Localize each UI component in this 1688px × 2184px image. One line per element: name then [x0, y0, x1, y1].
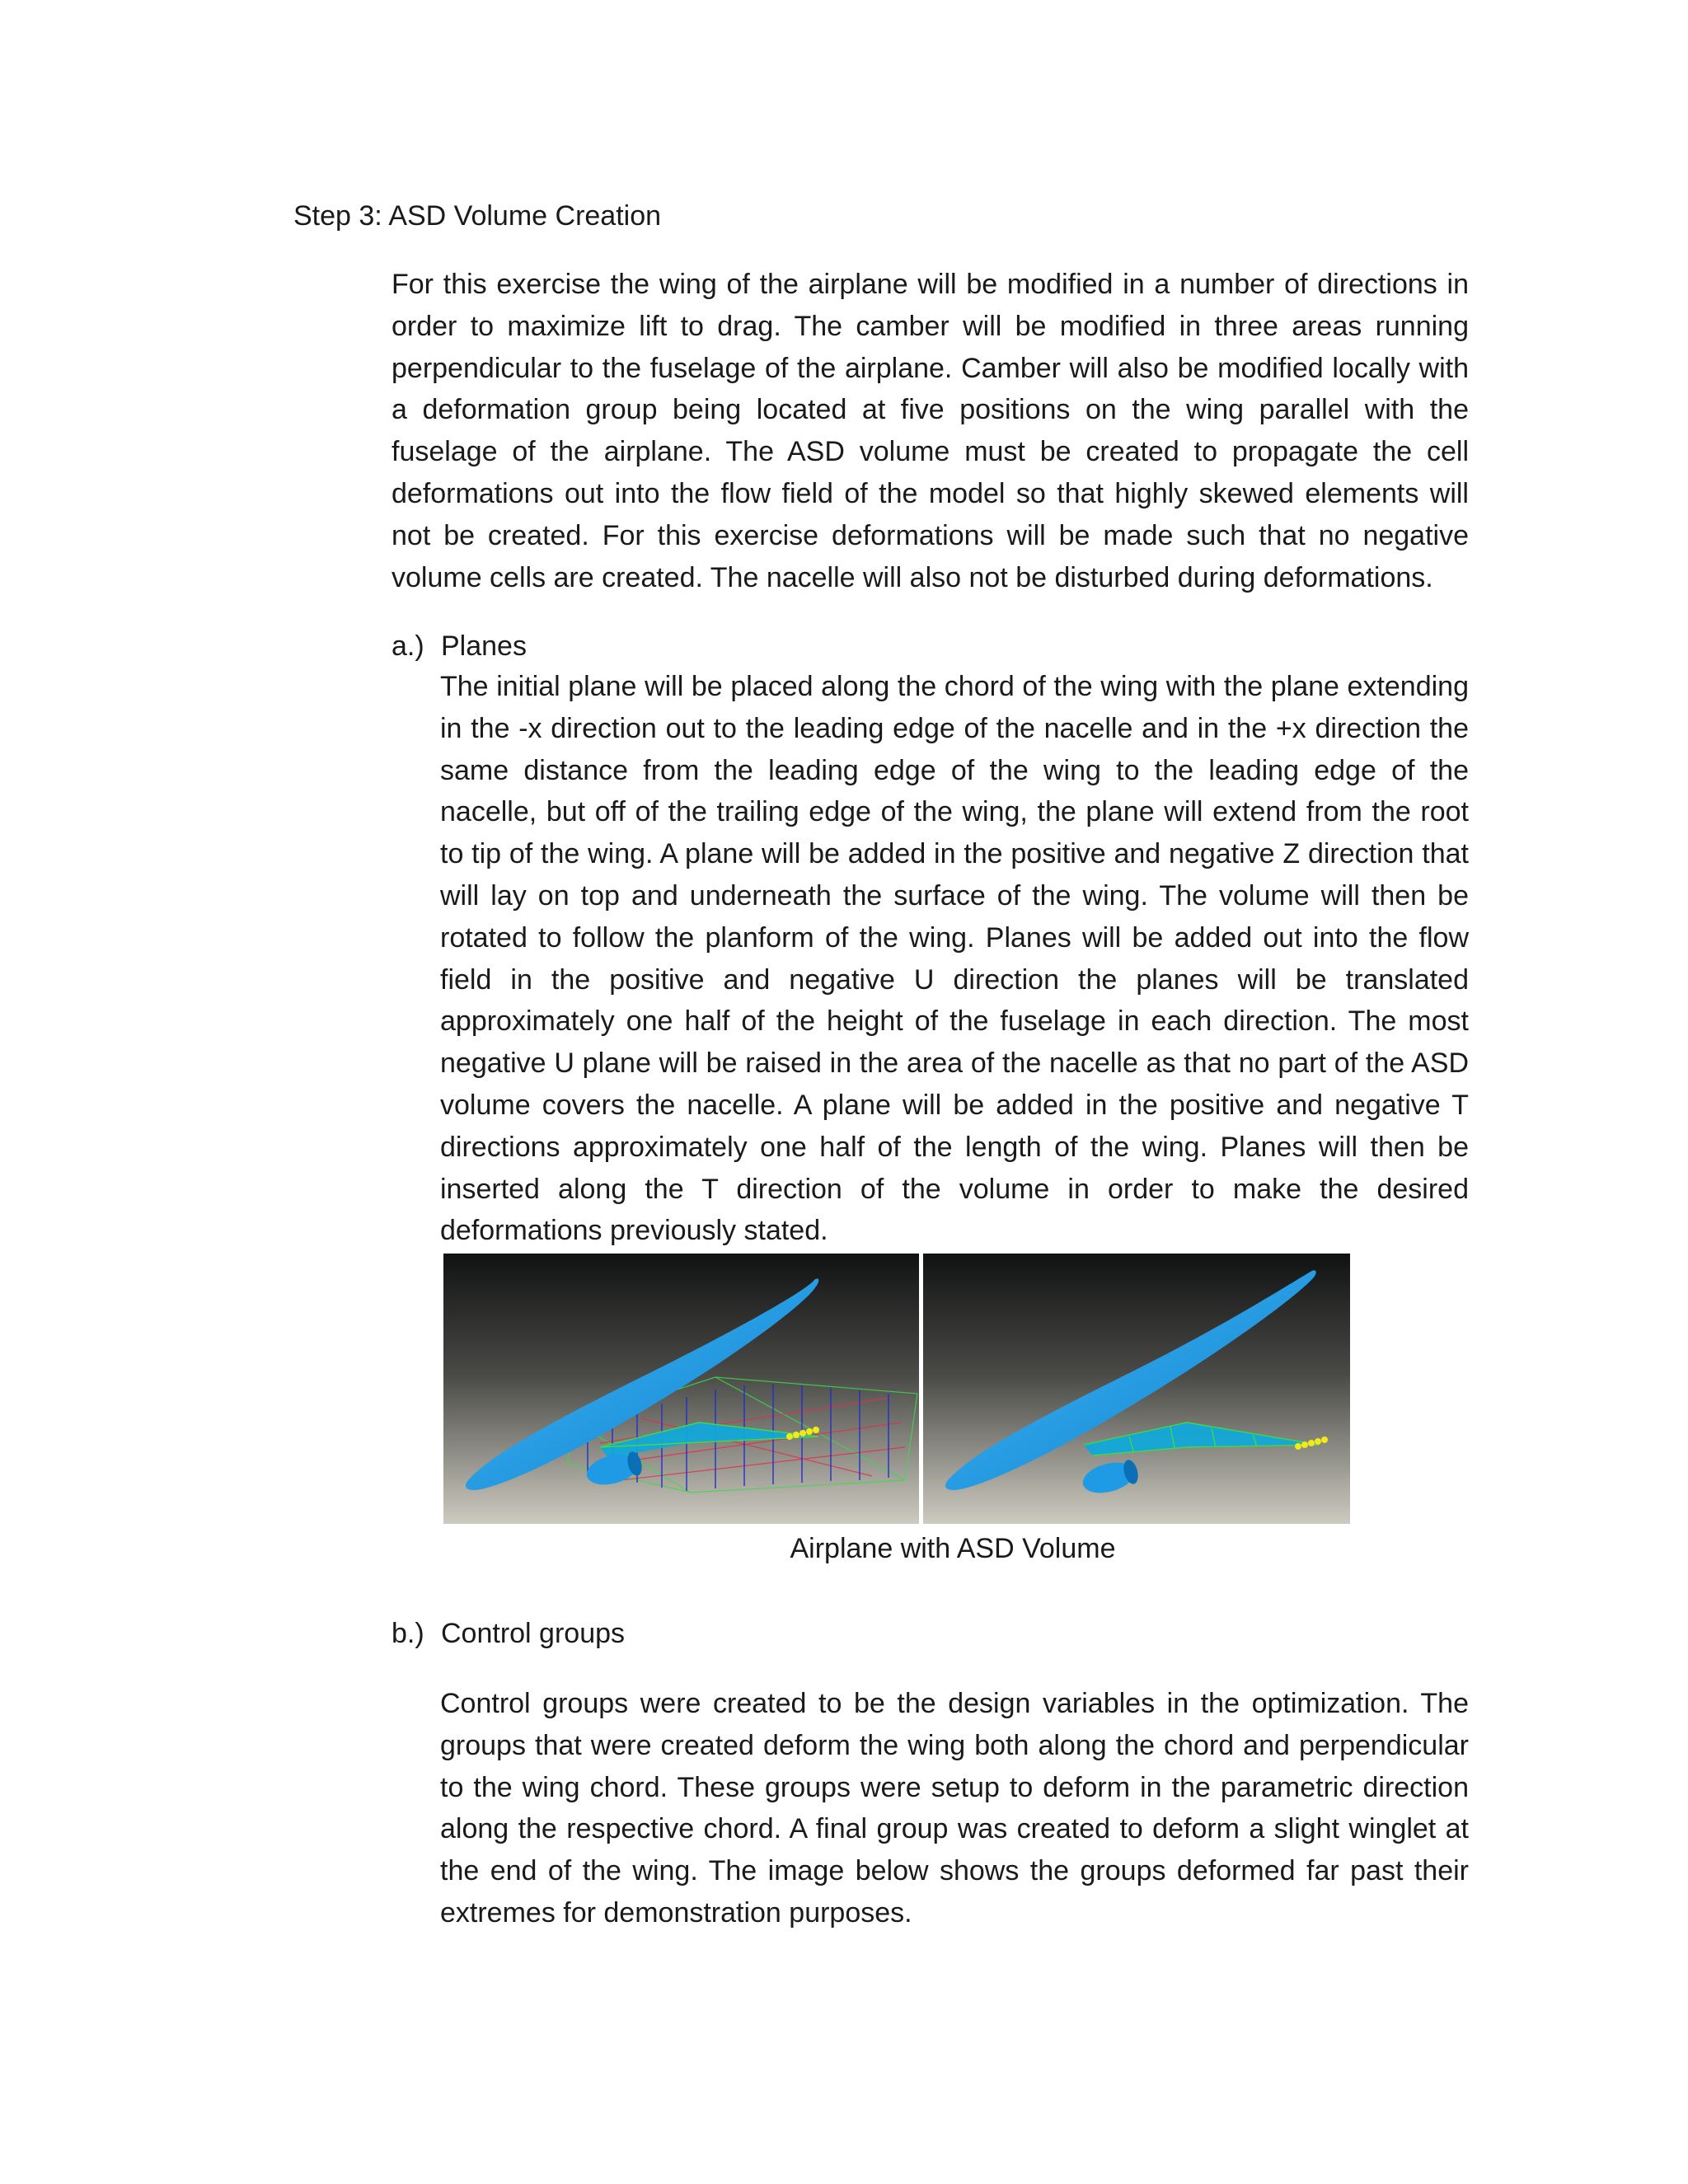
section-b-marker: b.)	[392, 1618, 424, 1649]
section-b-heading	[392, 1614, 625, 1653]
section-a-marker: a.)	[392, 630, 424, 662]
section-a-heading	[392, 626, 527, 666]
intro-paragraph: For this exercise the wing of the airplane will be modified in a number of directions in order to maximize lift to drag. The camber will be modified in three areas running perpendicular to the fuselage of the airplane. Camber will also be modified locally with a deformation group being located at five positions on the wing parallel with the fuselage of the airplane. The ASD volume must be created to propagate the cell deformations out into the flow field of the model so that highly skewed elements will not be created. For this exercise deformations will be made such that no negative volume cells are created. The nacelle will also not be disturbed during deformations.	[392, 269, 1469, 593]
airplane-with-lattice-image	[443, 1254, 919, 1524]
section-a-title: Planes	[441, 630, 527, 662]
section-b-paragraph: Control groups were created to be the design variables in the optimization. The groups that were created deform the wing both along the chord and perpendicular to the wing chord. These groups were setup to deform in the parametric direction along the respective chord. A final group was created to deform a slight winglet at the end of the wing. The image below shows the groups deformed far past their extremes for demonstration purposes.	[440, 1688, 1469, 1929]
figure-caption: Airplane with ASD Volume	[790, 1533, 1116, 1564]
section-a-paragraph: The initial plane will be placed along the chord of the wing with the plane extending in the -x direction out to the leading edge of the nacelle and in the +x direction the same distance from the leading edge of the wing to the leading edge of the nacelle, but off of the trailing edge of the wing, the plane will extend from the root to tip of the wing. A plane will be added in the positive and negative Z direction that will lay on top and underneath the surface of the wing. The volume will then be rotated to follow the planform of the wing. Planes will be added out into the flow field in the positive and negative U direction the planes will be translated approximately one half of the height of the fuselage in each direction. The most negative U plane will be raised in the area of the nacelle as that no part of the ASD volume covers the nacelle. A plane will be added in the positive and negative T directions approximately one half of the length of the wing. Planes will then be inserted along the T direction of the volume in order to make the desired deformations previously stated.	[440, 671, 1469, 1247]
section-b-title: Control groups	[441, 1618, 626, 1649]
airplane-deformed-image	[923, 1254, 1350, 1524]
asd-volume-figure	[443, 1254, 1350, 1524]
step-heading: Step 3: ASD Volume Creation	[293, 200, 662, 232]
